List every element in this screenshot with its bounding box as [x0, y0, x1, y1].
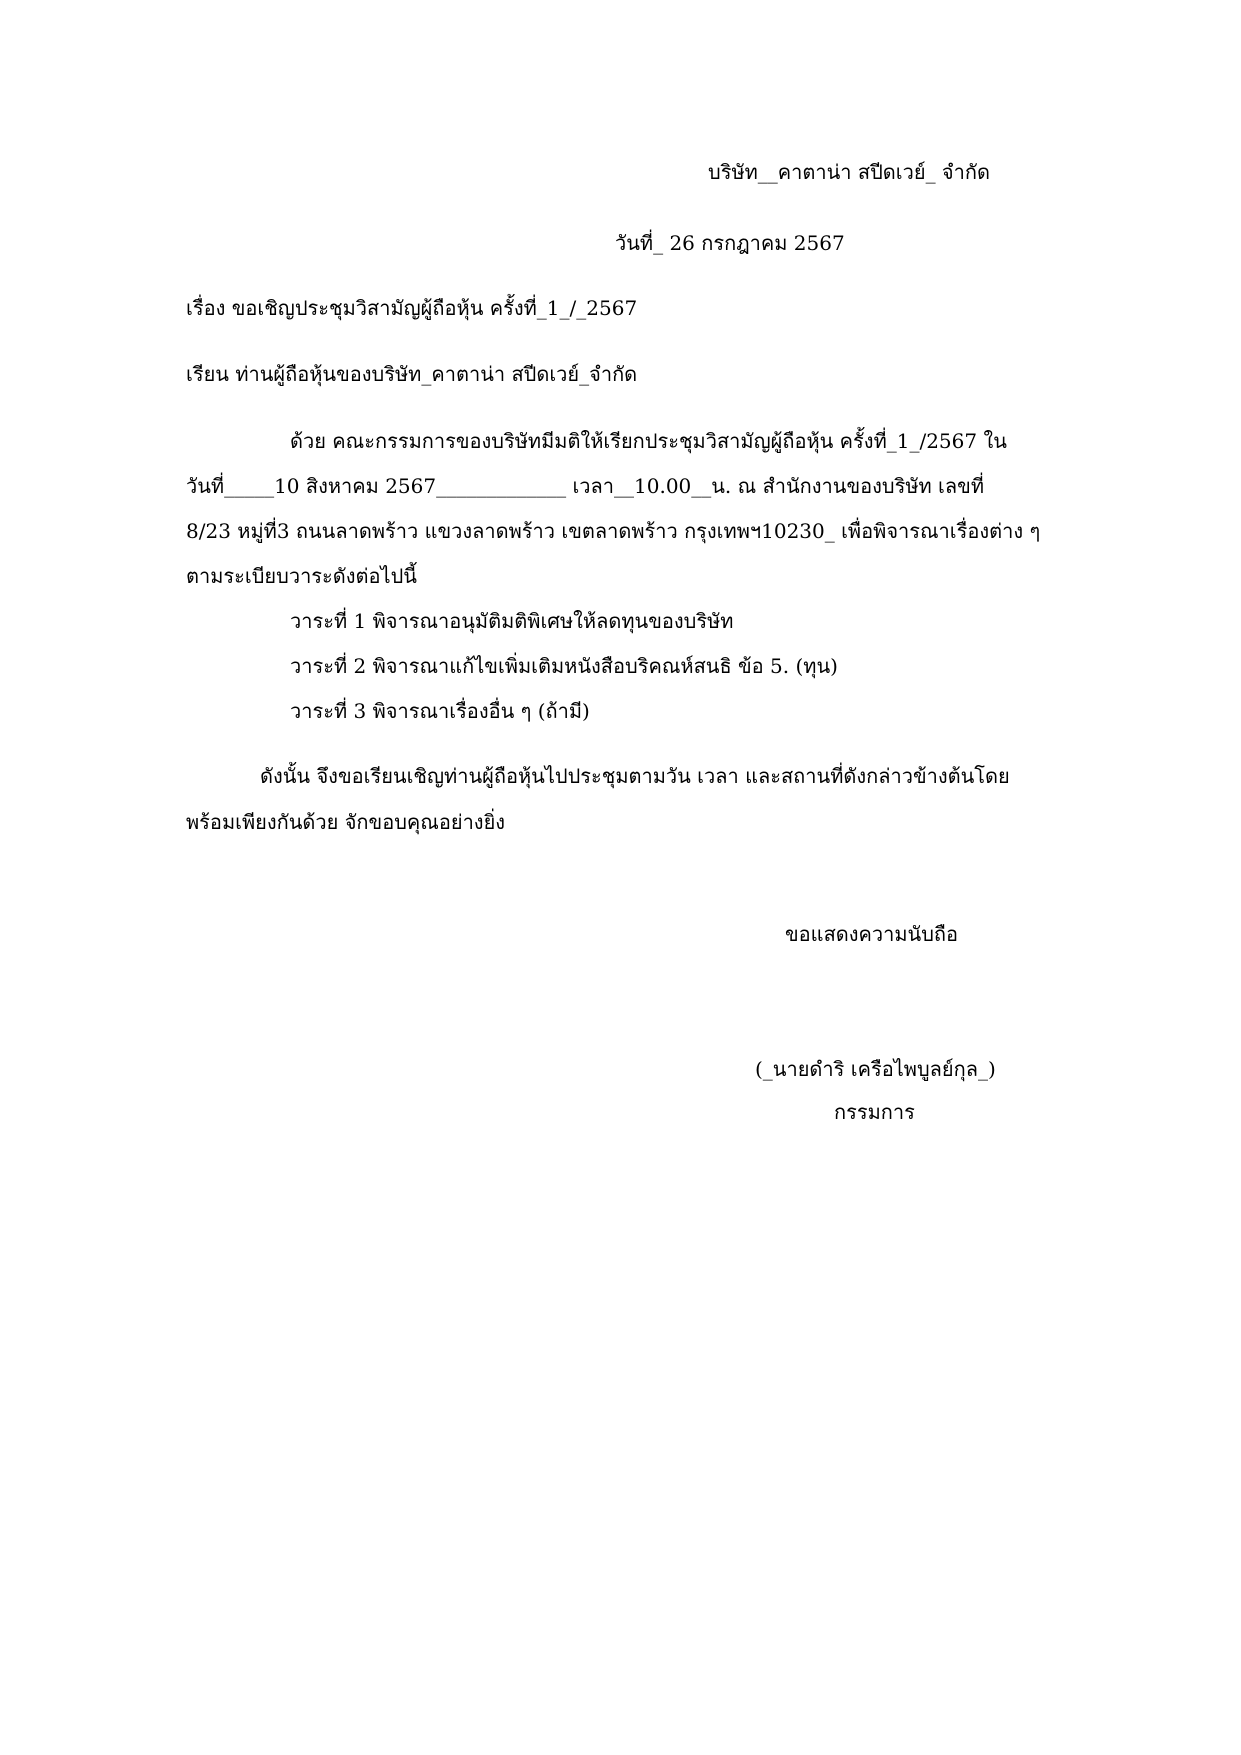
agenda-item-1: วาระที่ 1 พิจารณาอนุมัติมติพิเศษให้ลดทุนของบริษัท [290, 609, 734, 633]
closing-paragraph-line: พร้อมเพียงกันด้วย จักขอบคุณอย่างยิ่ง [186, 810, 506, 834]
body-paragraph-line: วันที่_____10 สิงหาคม 2567_____________ เวลา__10.00__น. ณ สำนักงานของบริษัท เลขที่ [186, 474, 985, 498]
letter-subject: เรื่อง ขอเชิญประชุมวิสามัญผู้ถือหุ้น ครั้งที่_1_/_2567 [186, 296, 638, 320]
agenda-item-3: วาระที่ 3 พิจารณาเรื่องอื่น ๆ (ถ้ามี) [290, 699, 590, 723]
letter-date: วันที่_ 26 กรกฎาคม 2567 [615, 231, 845, 255]
letter-addressee: เรียน ท่านผู้ถือหุ้นของบริษัท_คาตาน่า สปีดเวย์_จำกัด [186, 362, 638, 386]
regards: ขอแสดงความนับถือ [785, 922, 959, 946]
closing-paragraph-line: ดังนั้น จึงขอเรียนเชิญท่านผู้ถือหุ้นไปประชุมตามวัน เวลา และสถานที่ดังกล่าวข้างต้นโดย [260, 764, 1010, 788]
body-paragraph-line: ตามระเบียบวาระดังต่อไปนี้ [186, 564, 417, 588]
agenda-item-2: วาระที่ 2 พิจารณาแก้ไขเพิ่มเติมหนังสือบริคณห์สนธิ ข้อ 5. (ทุน) [290, 654, 838, 678]
company-header: บริษัท__คาตาน่า สปีดเวย์_ จำกัด [708, 160, 990, 184]
signer-name: (_นายดำริ เครือไพบูลย์กุล_) [755, 1057, 996, 1081]
body-paragraph-line: 8/23 หมู่ที่3 ถนนลาดพร้าว แขวงลาดพร้าว เขตลาดพร้าว กรุงเทพฯ10230_ เพื่อพิจารณาเรื่องต่าง ๆ [186, 519, 1041, 543]
signer-title: กรรมการ [834, 1100, 915, 1124]
body-paragraph-line: ด้วย คณะกรรมการของบริษัทมีมติให้เรียกประชุมวิสามัญผู้ถือหุ้น ครั้งที่_1_/2567 ใน [290, 429, 1007, 453]
